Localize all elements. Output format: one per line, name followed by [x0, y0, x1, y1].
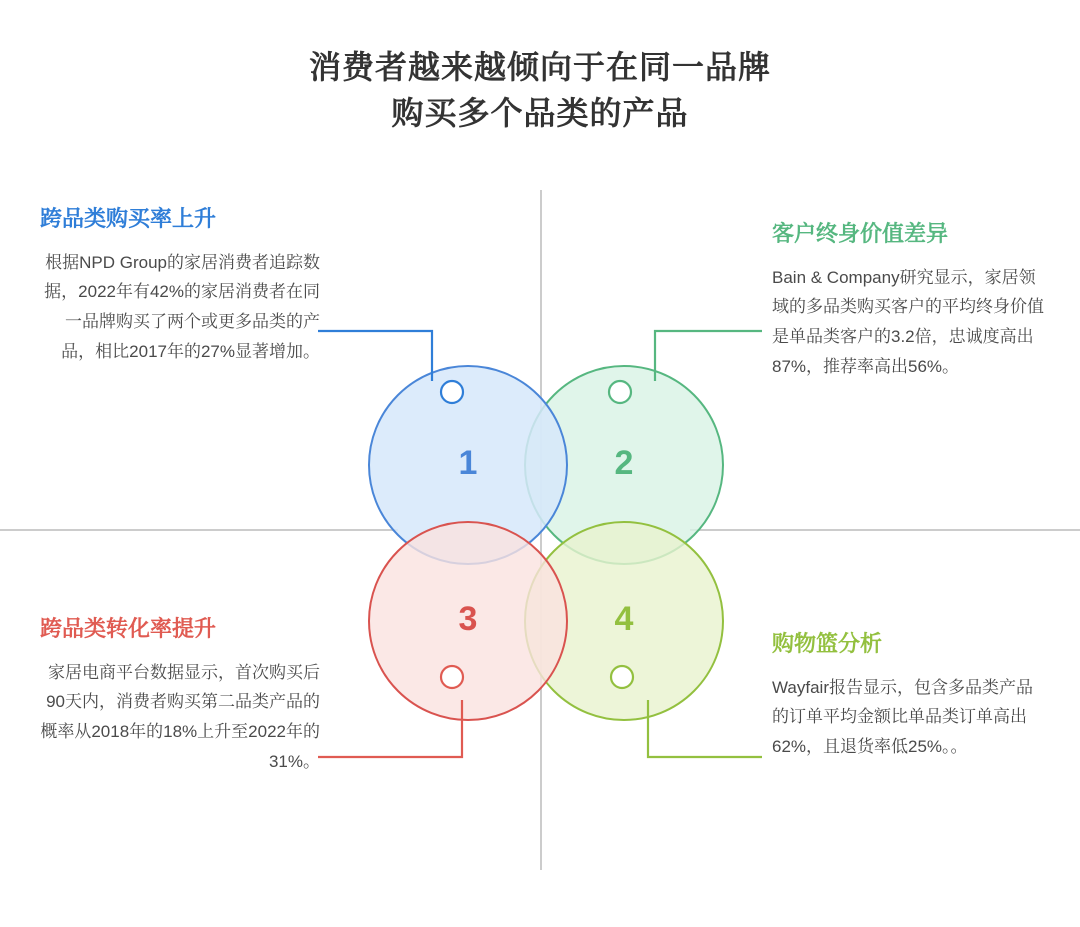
connector-1: [318, 331, 432, 381]
title-line-1: 消费者越来越倾向于在同一品牌: [308, 49, 771, 85]
item-2-heading: 客户终身价值差异: [772, 221, 949, 246]
venn-circle-1-number: 1: [458, 443, 478, 482]
item-1-body: 根据NPD Group的家居消费者追踪数据，2022年有42%的家居消费者在同一品牌购买了两个或更多品类的产品，相比2017年的27%显著增加。: [44, 252, 320, 361]
item-3-heading: 跨品类转化率提升: [40, 616, 217, 641]
connector-dot-1: [441, 381, 463, 403]
venn-circle-2-number: 2: [614, 443, 634, 482]
venn-circle-3-number: 3: [458, 599, 478, 638]
venn-circle-4-number: 4: [614, 599, 634, 638]
connector-dot-3: [441, 666, 463, 688]
item-1-heading: 跨品类购买率上升: [40, 206, 217, 231]
item-3-body: 家居电商平台数据显示，首次购买后90天内，消费者购买第二品类产品的概率从2018年的18%上升至2022年的31%。: [40, 662, 320, 771]
item-4-heading: 购物篮分析: [772, 631, 883, 656]
connector-3: [318, 700, 462, 757]
connector-dot-4: [611, 666, 633, 688]
connector-2: [655, 331, 762, 381]
item-2-body: Bain & Company研究显示，家居领域的多品类购买客户的平均终身价值是单品类客户的3.2倍，忠诚度高出87%，推荐率高出56%。: [772, 267, 1044, 376]
connector-dot-2: [609, 381, 631, 403]
item-4-body: Wayfair报告显示，包含多品类产品的订单平均金额比单品类订单高出62%，且退货率低25%。。: [772, 677, 1033, 757]
title-line-2: 购买多个品类的产品: [391, 95, 689, 132]
connector-4: [648, 700, 762, 757]
